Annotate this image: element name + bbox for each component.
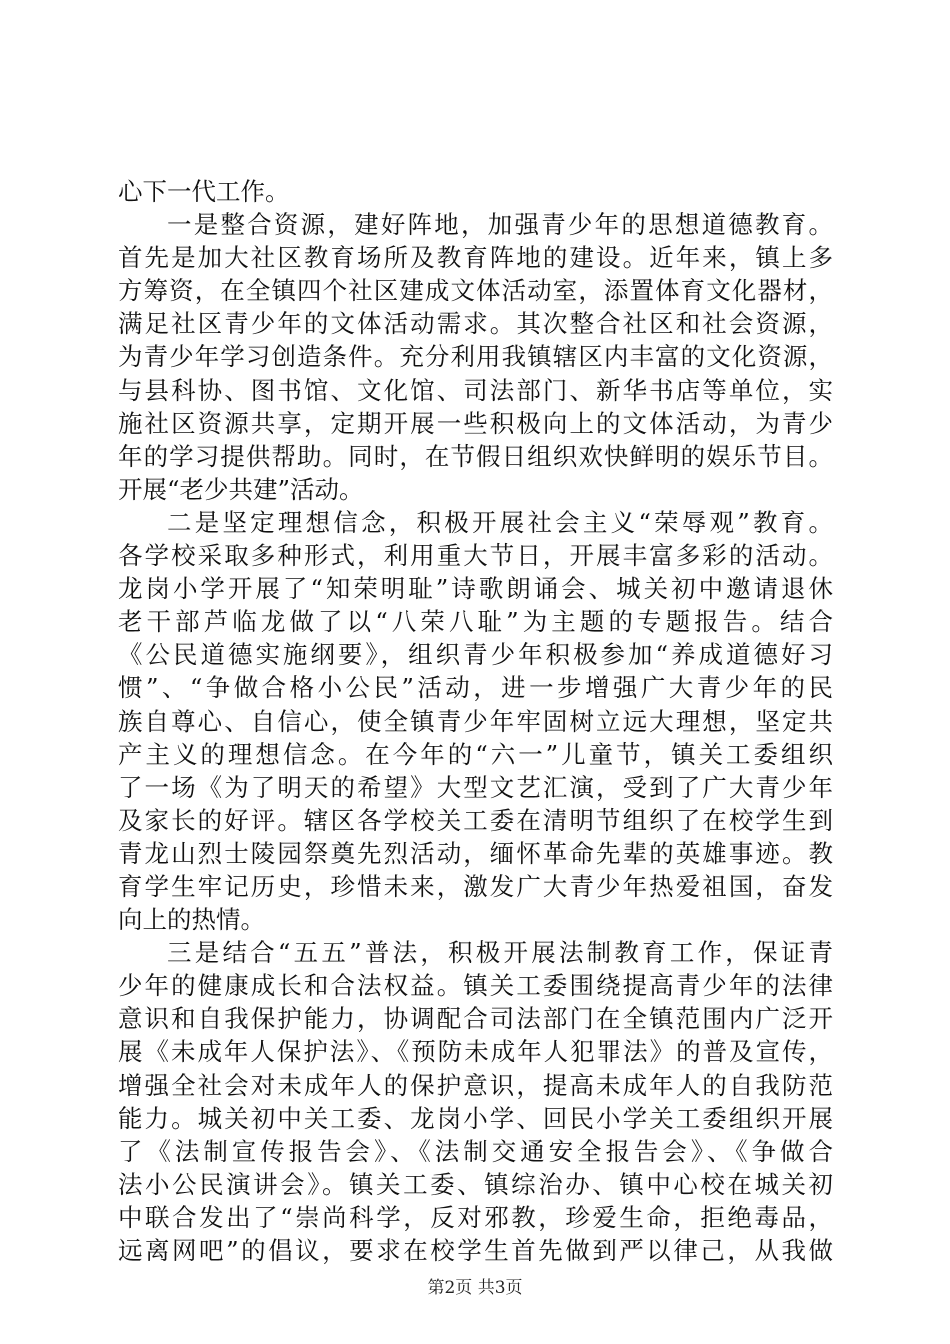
text-line: 为青少年学习创造条件。充分利用我镇辖区内丰富的文化资源， [118, 342, 833, 372]
text-line: 方筹资，在全镇四个社区建成文体活动室，添置体育文化器材， [118, 276, 833, 306]
text-line: 施社区资源共享，定期开展一些积极向上的文体活动，为青少 [118, 408, 833, 438]
text-line: 了一场《为了明天的希望》大型文艺汇演，受到了广大青少年 [118, 772, 833, 802]
text-line: 三是结合“五五”普法，积极开展法制教育工作，保证青 [167, 938, 833, 968]
text-line: 《公民道德实施纲要》，组织青少年积极参加“养成道德好习 [118, 640, 833, 670]
text-line: 老干部芦临龙做了以“八荣八耻”为主题的专题报告。结合 [118, 607, 833, 637]
text-line: 增强全社会对未成年人的保护意识，提高未成年人的自我防范 [118, 1070, 833, 1100]
text-line: 惯”、“争做合格小公民”活动，进一步增强广大青少年的民 [118, 673, 833, 703]
text-line: 向上的热情。 [118, 905, 265, 935]
text-line: 开展“老少共建”活动。 [118, 474, 364, 504]
document-body [118, 175, 833, 1267]
text-line: 满足社区青少年的文体活动需求。其次整合社区和社会资源， [118, 309, 833, 339]
paragraph [118, 208, 833, 506]
paragraph [118, 506, 833, 936]
text-line: 族自尊心、自信心，使全镇青少年牢固树立远大理想，坚定共 [118, 706, 833, 736]
paragraph [118, 175, 833, 208]
text-line: 法小公民演讲会》。镇关工委、镇综治办、镇中心校在城关初 [118, 1169, 833, 1199]
text-line: 青龙山烈士陵园祭奠先烈活动，缅怀革命先辈的英雄事迹。教 [118, 838, 833, 868]
text-line: 龙岗小学开展了“知荣明耻”诗歌朗诵会、城关初中邀请退休 [118, 574, 833, 604]
text-line: 年的学习提供帮助。同时，在节假日组织欢快鲜明的娱乐节目。 [118, 441, 833, 471]
text-line: 育学生牢记历史，珍惜未来，激发广大青少年热爱祖国，奋发 [118, 871, 833, 901]
text-line: 了《法制宣传报告会》、《法制交通安全报告会》、《争做合 [118, 1136, 833, 1166]
text-line: 二是坚定理想信念，积极开展社会主义“荣辱观”教育。 [167, 507, 833, 537]
paragraph [118, 936, 833, 1267]
text-line: 及家长的好评。辖区各学校关工委在清明节组织了在校学生到 [118, 805, 833, 835]
text-line: 各学校采取多种形式，利用重大节日，开展丰富多彩的活动。 [118, 541, 833, 571]
text-line: 展《未成年人保护法》、《预防未成年人犯罪法》的普及宣传， [118, 1037, 833, 1067]
text-line: 能力。城关初中关工委、龙岗小学、回民小学关工委组织开展 [118, 1103, 833, 1133]
text-line: 意识和自我保护能力，协调配合司法部门在全镇范围内广泛开 [118, 1004, 833, 1034]
text-line: 首先是加大社区教育场所及教育阵地的建设。近年来，镇上多 [118, 243, 833, 273]
text-line: 与县科协、图书馆、文化馆、司法部门、新华书店等单位，实 [118, 375, 833, 405]
text-line: 中联合发出了“崇尚科学，反对邪教，珍爱生命，拒绝毒品， [118, 1202, 833, 1232]
text-line: 少年的健康成长和合法权益。镇关工委围绕提高青少年的法律 [118, 971, 833, 1001]
text-line: 产主义的理想信念。在今年的“六一”儿童节，镇关工委组织 [118, 739, 833, 769]
text-line: 心下一代工作。 [118, 177, 290, 206]
page-footer: 第2页 共3页 [427, 1278, 523, 1298]
text-line: 远离网吧”的倡议，要求在校学生首先做到严以律己，从我做 [118, 1236, 833, 1265]
text-line: 一是整合资源，建好阵地，加强青少年的思想道德教育。 [167, 210, 833, 240]
